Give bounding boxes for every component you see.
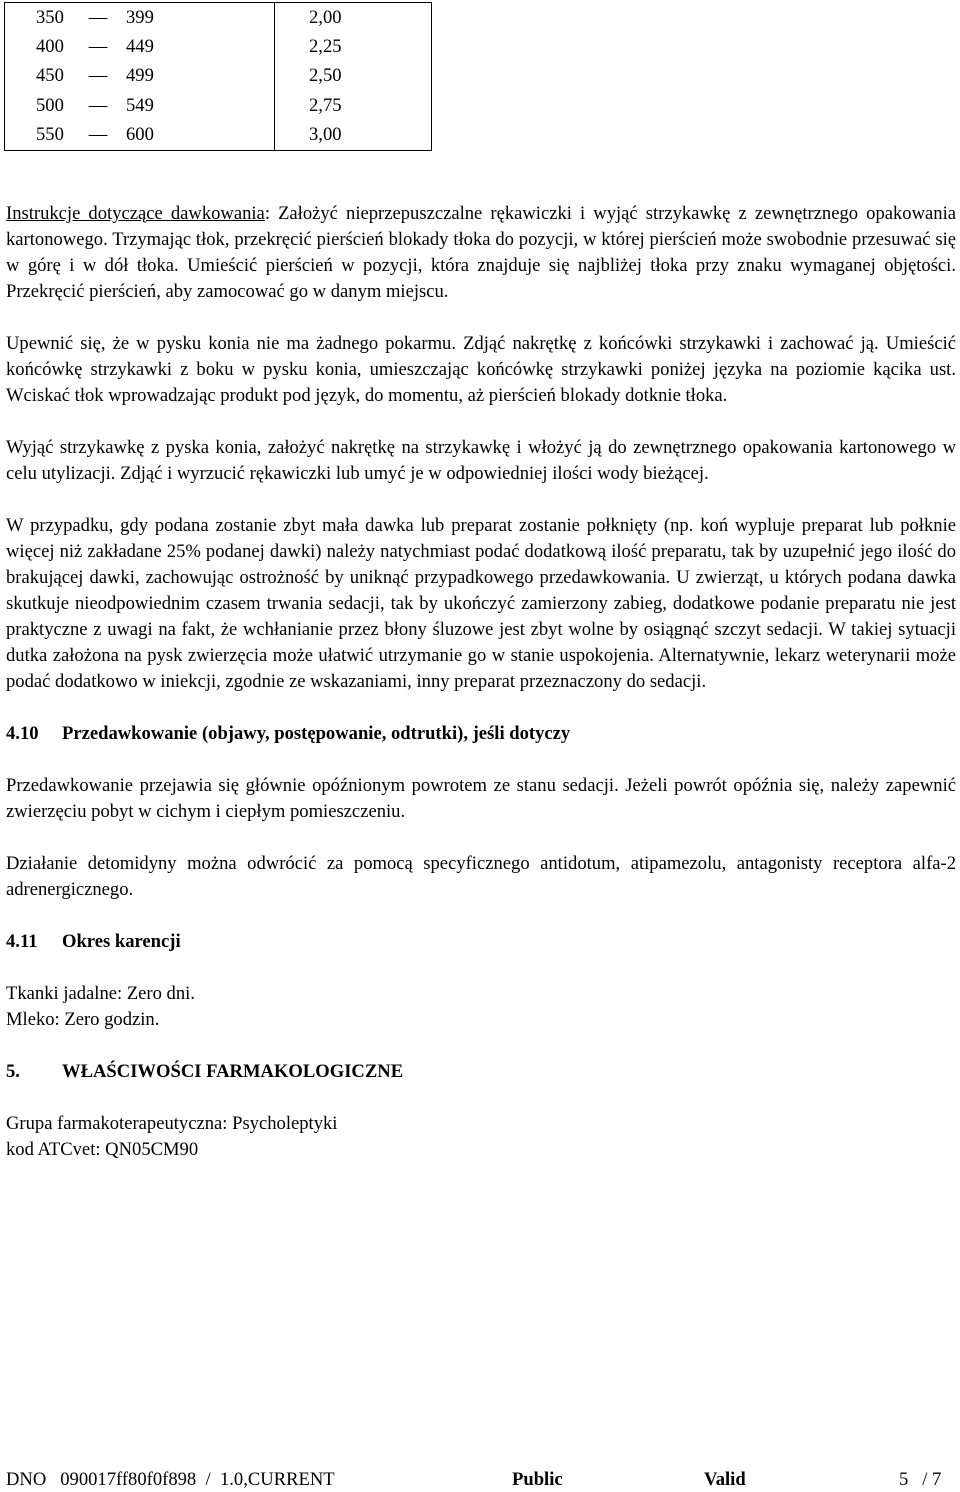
administration-paragraph: Upewnić się, że w pysku konia nie ma żadnego pokarmu. Zdjąć nakrętkę z końcówki strzykawki i zachować ją. Umieścić końcówkę strzykawki z boku w pysku konia, umieszczając końcówkę strzykawki poniżej języka na poziomie kącika ust. Wciskać tłok wprowadzając produkt pod język, do momentu, aż pierścień blokady dotknie tłoka.	[6, 333, 956, 406]
dose-value: 2,25	[275, 32, 432, 62]
document-code: DNO 090017ff80f0f898 / 1.0,CURRENT	[6, 1469, 335, 1490]
dose-value: 2,00	[275, 3, 432, 33]
dose-table	[4, 2, 432, 151]
section-heading-4-11	[6, 929, 956, 955]
range-from: 450	[36, 65, 64, 87]
table-row	[5, 3, 432, 33]
classification-label: Public	[512, 1469, 563, 1490]
section-title: Przedawkowanie (objawy, postępowanie, odtrutki), jeśli dotyczy	[62, 723, 571, 744]
table-row	[5, 121, 432, 151]
withdrawal-milk: Mleko: Zero godzin.	[6, 1009, 160, 1030]
weight-range	[5, 62, 275, 92]
section-title: Okres karencji	[62, 931, 181, 952]
overdose-paragraph: Przedawkowanie przejawia się głównie opóźnionym powrotem ze stanu sedacji. Jeżeli powrót opóźnia się, należy zapewnić zwierzęciu pobyt w cichym i ciepłym pomieszczeniu.	[6, 775, 956, 822]
section-number: 5.	[6, 1061, 20, 1082]
range-dash: —	[88, 124, 108, 145]
weight-range	[5, 91, 275, 121]
range-to: 449	[126, 35, 154, 57]
range-dash: —	[88, 6, 108, 28]
section-number: 4.10	[6, 723, 39, 744]
range-from: 500	[36, 94, 64, 116]
disposal-paragraph: Wyjąć strzykawkę z pyska konia, założyć nakrętkę na strzykawkę i włożyć ją do zewnętrznego opakowania kartonowego w celu utylizacji. Zdjąć i wyrzucić rękawiczki lub umyć je w odpowiedniej ilości wody bieżącej.	[6, 437, 956, 484]
range-from: 550	[36, 124, 64, 145]
range-to: 499	[126, 65, 154, 87]
section-title: WŁAŚCIWOŚCI FARMAKOLOGICZNE	[62, 1061, 404, 1082]
instructions-text: : Założyć nieprzepuszczalne rękawiczki i wyjąć strzykawkę z zewnętrznego opakowania kartonowego. Trzymając tłok, przekręcić pierścień blokady tłoka do pozycji, w której pierścień może swobodnie przesuwać się w górę i w dół tłoka. Umieścić pierścień w pozycji, która znajduje się najbliżej tłoka przy znaku wymaganej objętości. Przekręcić pierścień, aby zamocować go w danym miejscu.	[6, 203, 956, 302]
instructions-label: Instrukcje dotyczące dawkowania	[6, 203, 265, 224]
weight-range	[5, 121, 275, 151]
range-to: 600	[126, 124, 154, 145]
dose-value: 3,00	[275, 121, 432, 151]
page-number: 5 / 7	[899, 1469, 942, 1490]
table-row	[5, 91, 432, 121]
antidote-paragraph: Działanie detomidyny można odwrócić za pomocą specyficznego antidotum, atipamezolu, antagonisty receptora alfa-2 adrenergicznego.	[6, 853, 956, 900]
dosing-instructions-paragraph	[6, 201, 956, 305]
table-row	[5, 32, 432, 62]
range-dash: —	[88, 65, 108, 87]
insufficient-dose-paragraph: W przypadku, gdy podana zostanie zbyt mała dawka lub preparat zostanie połknięty (np. koń wypluje preparat lub połknie więcej niż zakładane 25% podanej dawki) należy natychmiast podać dodatkową ilość preparatu, tak by uzupełnić jego ilość do brakującej dawki, zachowując ostrożność by uniknąć przypadkowego przedawkowania. U zwierząt, u których podana dawka skutkuje nieodpowiednim czasem trwania sedacji, tak by ukończyć zamierzony zabieg, dodatkowe podanie preparatu nie jest praktyczne z uwagi na fakt, że wchłanianie przez błony śluzowe jest zbyt wolne by osiągnąć szczyt sedacji. W takiej sytuacji dutka założona na pysk zwierzęcia może ułatwić utrzymanie go w stanie uspokojenia. Alternatywnie, lekarz weterynarii może podać dodatkowo w iniekcji, zgodnie ze wskazaniami, inny preparat przeznaczony do sedacji.	[6, 515, 956, 692]
section-heading-5	[6, 1059, 956, 1085]
range-dash: —	[88, 94, 108, 116]
withdrawal-tissue: Tkanki jadalne: Zero dni.	[6, 983, 195, 1004]
section-number: 4.11	[6, 931, 38, 952]
document-body	[6, 201, 956, 1163]
atcvet-code: kod ATCvet: QN05CM90	[6, 1139, 199, 1160]
status-label: Valid	[704, 1469, 746, 1490]
weight-range	[5, 3, 275, 33]
range-to: 549	[126, 94, 154, 116]
weight-range	[5, 32, 275, 62]
page-footer	[6, 1468, 956, 1492]
dose-value: 2,75	[275, 91, 432, 121]
dose-value: 2,50	[275, 62, 432, 92]
range-to: 399	[126, 6, 154, 28]
range-from: 350	[36, 6, 64, 28]
section-heading-4-10	[6, 721, 956, 747]
range-dash: —	[88, 35, 108, 57]
pharmacotherapeutic-group: Grupa farmakoterapeutyczna: Psycholeptyki	[6, 1113, 338, 1134]
table-row	[5, 62, 432, 92]
range-from: 400	[36, 35, 64, 57]
